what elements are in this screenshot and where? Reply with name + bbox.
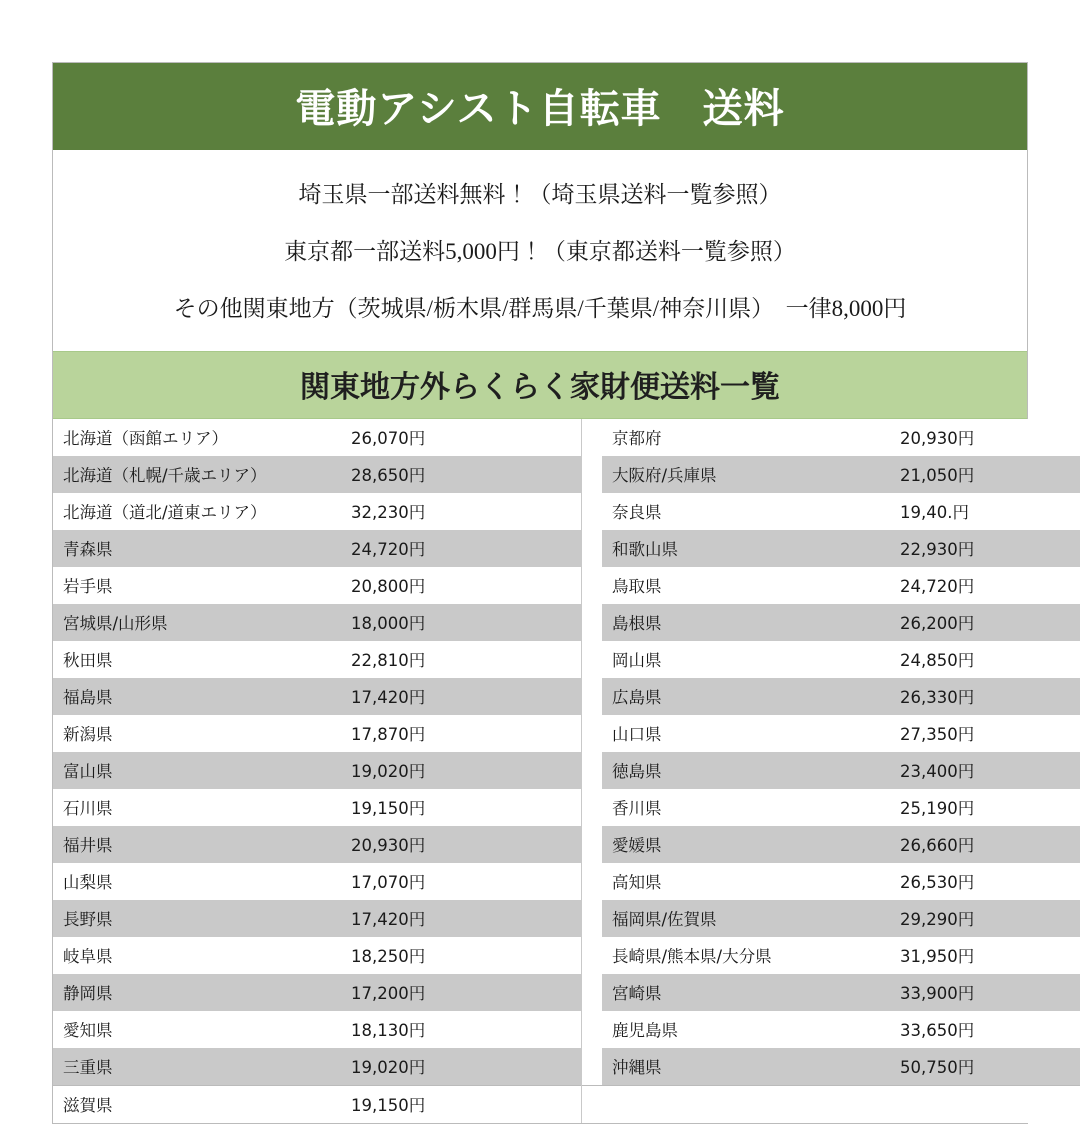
table-row <box>53 456 1080 493</box>
right-price: 26,530円 <box>890 863 1080 900</box>
column-divider <box>582 863 603 900</box>
right-price: 26,200円 <box>890 604 1080 641</box>
left-region: 山梨県 <box>53 863 341 900</box>
table-row <box>53 752 1080 789</box>
table-title: 関東地方外らくらく家財便送料一覧 <box>53 351 1027 419</box>
table-row <box>53 1086 1080 1124</box>
left-region: 青森県 <box>53 530 341 567</box>
table-row <box>53 1011 1080 1048</box>
right-region: 高知県 <box>602 863 890 900</box>
right-region: 長崎県/熊本県/大分県 <box>602 937 890 974</box>
right-region: 宮崎県 <box>602 974 890 1011</box>
right-price: 27,350円 <box>890 715 1080 752</box>
left-region: 滋賀県 <box>53 1086 341 1124</box>
left-price: 28,650円 <box>341 456 582 493</box>
right-region: 岡山県 <box>602 641 890 678</box>
table-row <box>53 641 1080 678</box>
right-region: 香川県 <box>602 789 890 826</box>
left-region: 新潟県 <box>53 715 341 752</box>
left-region: 石川県 <box>53 789 341 826</box>
left-price: 20,930円 <box>341 826 582 863</box>
shipping-fee-table <box>53 419 1080 1123</box>
left-region: 福島県 <box>53 678 341 715</box>
left-region: 岩手県 <box>53 567 341 604</box>
right-price: 23,400円 <box>890 752 1080 789</box>
right-region <box>602 1086 890 1124</box>
left-price: 26,070円 <box>341 419 582 456</box>
right-region: 奈良県 <box>602 493 890 530</box>
right-price: 24,720円 <box>890 567 1080 604</box>
right-price: 22,930円 <box>890 530 1080 567</box>
column-divider <box>582 419 603 456</box>
left-price: 22,810円 <box>341 641 582 678</box>
right-region: 徳島県 <box>602 752 890 789</box>
note-line-3: その他関東地方（茨城県/栃木県/群馬県/千葉県/神奈川県） 一律8,000円 <box>173 296 907 321</box>
right-price: 33,900円 <box>890 974 1080 1011</box>
column-divider <box>582 1011 603 1048</box>
right-price: 50,750円 <box>890 1048 1080 1086</box>
column-divider <box>582 604 603 641</box>
table-row <box>53 530 1080 567</box>
table-row <box>53 419 1080 456</box>
right-region: 沖縄県 <box>602 1048 890 1086</box>
left-region: 長野県 <box>53 900 341 937</box>
left-price: 17,070円 <box>341 863 582 900</box>
left-price: 18,000円 <box>341 604 582 641</box>
table-row <box>53 715 1080 752</box>
table-row <box>53 604 1080 641</box>
right-region: 島根県 <box>602 604 890 641</box>
right-region: 鳥取県 <box>602 567 890 604</box>
table-row <box>53 493 1080 530</box>
right-region: 福岡県/佐賀県 <box>602 900 890 937</box>
left-price: 17,420円 <box>341 678 582 715</box>
right-price: 21,050円 <box>890 456 1080 493</box>
left-region: 北海道（道北/道東エリア） <box>53 493 341 530</box>
right-region: 大阪府/兵庫県 <box>602 456 890 493</box>
table-row <box>53 789 1080 826</box>
left-price: 17,870円 <box>341 715 582 752</box>
column-divider <box>582 493 603 530</box>
right-region: 山口県 <box>602 715 890 752</box>
left-region: 宮城県/山形県 <box>53 604 341 641</box>
left-price: 18,250円 <box>341 937 582 974</box>
table-row <box>53 567 1080 604</box>
right-price: 25,190円 <box>890 789 1080 826</box>
table-row <box>53 678 1080 715</box>
column-divider <box>582 974 603 1011</box>
left-price: 19,150円 <box>341 1086 582 1124</box>
column-divider <box>582 567 603 604</box>
table-row <box>53 900 1080 937</box>
table-row <box>53 826 1080 863</box>
right-price: 20,930円 <box>890 419 1080 456</box>
column-divider <box>582 752 603 789</box>
column-divider <box>582 530 603 567</box>
table-row <box>53 974 1080 1011</box>
left-price: 18,130円 <box>341 1011 582 1048</box>
column-divider <box>582 641 603 678</box>
right-price: 19,40.円 <box>890 493 1080 530</box>
right-price: 26,660円 <box>890 826 1080 863</box>
right-price: 31,950円 <box>890 937 1080 974</box>
right-region: 和歌山県 <box>602 530 890 567</box>
right-region: 愛媛県 <box>602 826 890 863</box>
left-region: 静岡県 <box>53 974 341 1011</box>
left-region: 北海道（函館エリア） <box>53 419 341 456</box>
column-divider <box>582 456 603 493</box>
right-price: 33,650円 <box>890 1011 1080 1048</box>
left-price: 19,020円 <box>341 752 582 789</box>
note-line-1: 埼玉県一部送料無料！（埼玉県送料一覧参照） <box>298 182 782 207</box>
left-region: 三重県 <box>53 1048 341 1086</box>
right-region: 広島県 <box>602 678 890 715</box>
table-row <box>53 937 1080 974</box>
column-divider <box>582 678 603 715</box>
left-price: 17,200円 <box>341 974 582 1011</box>
left-region: 北海道（札幌/千歳エリア） <box>53 456 341 493</box>
column-divider <box>582 715 603 752</box>
right-price: 24,850円 <box>890 641 1080 678</box>
page-title: 電動アシスト自転車 送料 <box>53 63 1027 150</box>
left-price: 24,720円 <box>341 530 582 567</box>
left-region: 富山県 <box>53 752 341 789</box>
left-region: 秋田県 <box>53 641 341 678</box>
left-price: 19,020円 <box>341 1048 582 1086</box>
left-price: 20,800円 <box>341 567 582 604</box>
column-divider <box>582 789 603 826</box>
column-divider <box>582 1086 603 1124</box>
shipping-fee-sheet <box>52 62 1028 1124</box>
left-price: 17,420円 <box>341 900 582 937</box>
notes-section <box>53 150 1027 351</box>
left-region: 岐阜県 <box>53 937 341 974</box>
note-line-2: 東京都一部送料5,000円！（東京都送料一覧参照） <box>284 239 796 264</box>
right-region: 京都府 <box>602 419 890 456</box>
column-divider <box>582 826 603 863</box>
left-region: 愛知県 <box>53 1011 341 1048</box>
column-divider <box>582 900 603 937</box>
table-row <box>53 863 1080 900</box>
left-price: 32,230円 <box>341 493 582 530</box>
left-region: 福井県 <box>53 826 341 863</box>
table-body <box>53 419 1080 1123</box>
column-divider <box>582 937 603 974</box>
right-region: 鹿児島県 <box>602 1011 890 1048</box>
right-price: 26,330円 <box>890 678 1080 715</box>
right-price: 29,290円 <box>890 900 1080 937</box>
left-price: 19,150円 <box>341 789 582 826</box>
right-price <box>890 1086 1080 1124</box>
